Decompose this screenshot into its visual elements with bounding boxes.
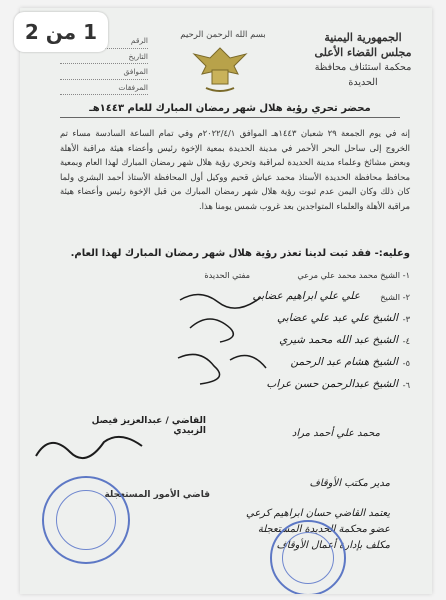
basmala: بسم الله الرحمن الرحيم bbox=[180, 30, 266, 40]
handwritten-name: محمد علي أحمد مراد bbox=[291, 428, 380, 439]
eagle-emblem-icon bbox=[190, 44, 250, 96]
list-item bbox=[50, 266, 410, 288]
handwritten-certify: يعتمد القاضي حسان ابراهيم كرعي bbox=[245, 508, 390, 519]
signature-scribbles bbox=[170, 288, 280, 398]
meta-corresponding: الموافق bbox=[60, 67, 148, 80]
body-paragraph: إنه في يوم الجمعة ٢٩ شعبان ١٤٤٣هـ الموافق ٢٠٢٢/٤/١م وفي تمام الساعة السادسة مساء تم الخروج إلى ساحل البحر الأحمر في مدينة الحديدة بمعية الإخوة رئيس وأعضاء هيئة مراقبة الأهلة وبعض مشائخ وعلماء مدينة الحديدة لمراقبة وتحري رؤية هلال شهر رمضان المبارك لهذا العام وبمعية محافظ محافظة الحديدة الأستاذ محمد عياش قحيم ووكيل أول المحافظة الأستاذ أحمد البشري ولما كان ذلك وكان اليمن عدم ثبوت رؤية هلال شهر رمضان المبارك من قبل الإخوة رئيس وأعضاء هيئة مراقبة الأهلة والعلماء المتواجدين بعد غروب شمس يومنا هذا. bbox=[60, 128, 410, 211]
stamp-inner-ring bbox=[56, 490, 117, 551]
member-name: ٥- bbox=[402, 358, 410, 368]
letterhead-line3: محكمة استئناف محافظة الحديدة bbox=[314, 62, 412, 88]
member-name: ٢- الشيخ bbox=[380, 292, 410, 302]
member-signature: علي علي ابراهيم عضابي bbox=[252, 290, 360, 302]
meta-attachments: المرفقات bbox=[60, 83, 148, 96]
member-signature: الشيخ عبد الله محمد شيري bbox=[279, 334, 398, 346]
page-counter-badge: 1 من 2 bbox=[14, 12, 108, 52]
official-stamp-right bbox=[270, 520, 346, 594]
member-name: ٦- bbox=[402, 380, 410, 390]
judge-signature-scribble bbox=[30, 426, 150, 470]
member-name: ٤- bbox=[402, 336, 410, 346]
meta-number: الرقم bbox=[60, 36, 148, 49]
member-name: ٣- bbox=[402, 314, 410, 324]
document-page bbox=[20, 8, 432, 594]
member-signature: الشيخ علي عبد علي عضابي bbox=[277, 312, 398, 324]
judge-label: القاضي / عبدالعزيز فيصل الزبيدي bbox=[91, 416, 206, 436]
stamp-inner-ring bbox=[282, 532, 334, 584]
member-role: مفتي الحديدة bbox=[204, 270, 250, 280]
letterhead-line2: مجلس القضاء الأعلى bbox=[314, 46, 412, 59]
member-name: ١- الشيخ محمد محمد علي مرعي bbox=[297, 270, 410, 280]
letterhead-line1: الجمهورية اليمنية bbox=[324, 31, 402, 44]
handwritten-assignment: مكلف بإدارة أعمال الأوقاف bbox=[276, 540, 390, 551]
member-signature: الشيخ هشام عبد الرحمن bbox=[290, 356, 398, 368]
letterhead-right bbox=[308, 30, 418, 90]
meta-date: التاريخ bbox=[60, 52, 148, 65]
handwritten-member: عضو محكمة الحديدة المستعجلة bbox=[257, 524, 390, 535]
handwritten-office: مدير مكتب الأوقاف bbox=[309, 478, 390, 489]
document-title: محضر تحري رؤية هلال شهر رمضان المبارك للعام ١٤٤٣هـ bbox=[60, 103, 400, 118]
member-signature: الشيخ عبدالرحمن حسن عراب bbox=[266, 378, 398, 390]
office-label: قاضي الأمور المستعجلة bbox=[104, 490, 210, 500]
decision-line: وعليه:- فقد ثبت لدينا تعذر رؤية هلال شهر رمضان المبارك لهذا العام. bbox=[70, 248, 410, 259]
official-stamp-left bbox=[42, 476, 130, 564]
